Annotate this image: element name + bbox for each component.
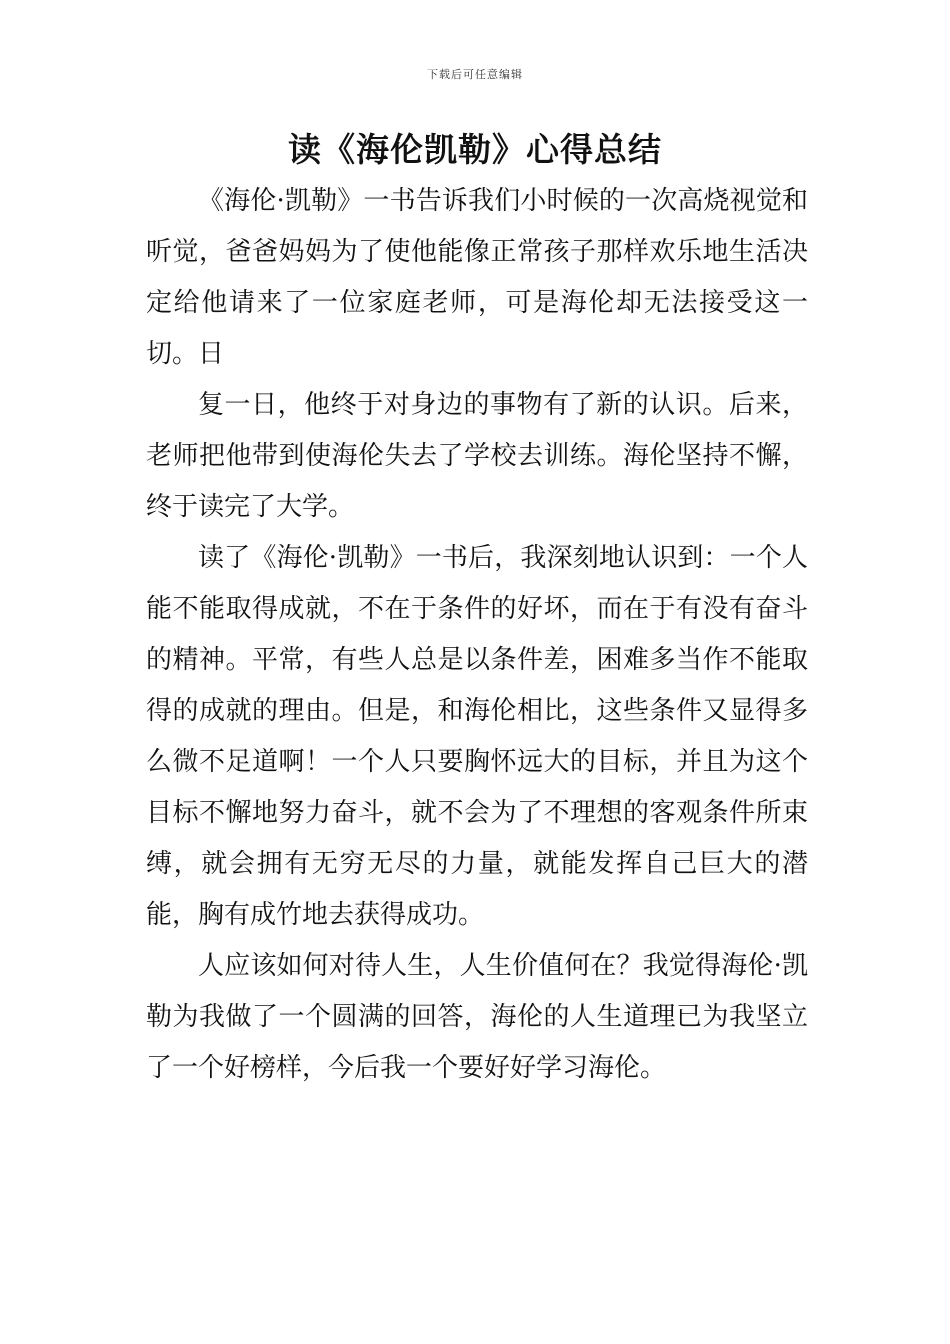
paragraph-2: 复一日，他终于对身边的事物有了新的认识。后来，老师把他带到使海伦失去了学校去训练。海伦坚持不懈，终于读完了大学。 <box>146 390 808 522</box>
document-title: 读《海伦凯勒》心得总结 <box>288 130 662 169</box>
paragraph-4: 人应该如何对待人生，人生价值何在？我觉得海伦·凯勒为我做了一个圆满的回答，海伦的人生道理已为我坚立了一个好榜样，今后我一个要好好学习海伦。 <box>146 951 808 1083</box>
header-note: 下载后可任意编辑 <box>427 68 523 81</box>
document-body <box>146 176 808 1094</box>
paragraph-1: 《海伦·凯勒》一书告诉我们小时候的一次高烧视觉和听觉，爸爸妈妈为了使他能像正常孩子那样欢乐地生活决定给他请来了一位家庭老师，可是海伦却无法接受这一切。日 <box>146 186 808 369</box>
paragraph-3: 读了《海伦·凯勒》一书后，我深刻地认识到：一个人能不能取得成就，不在于条件的好坏，而在于有没有奋斗的精神。平常，有些人总是以条件差，困难多当作不能取得的成就的理由。但是，和海伦相比，这些条件又显得多么微不足道啊！一个人只要胸怀远大的目标，并且为这个目标不懈地努力奋斗，就不会为了不理想的客观条件所束缚，就会拥有无穷无尽的力量，就能发挥自己巨大的潜能，胸有成竹地去获得成功。 <box>146 543 808 930</box>
